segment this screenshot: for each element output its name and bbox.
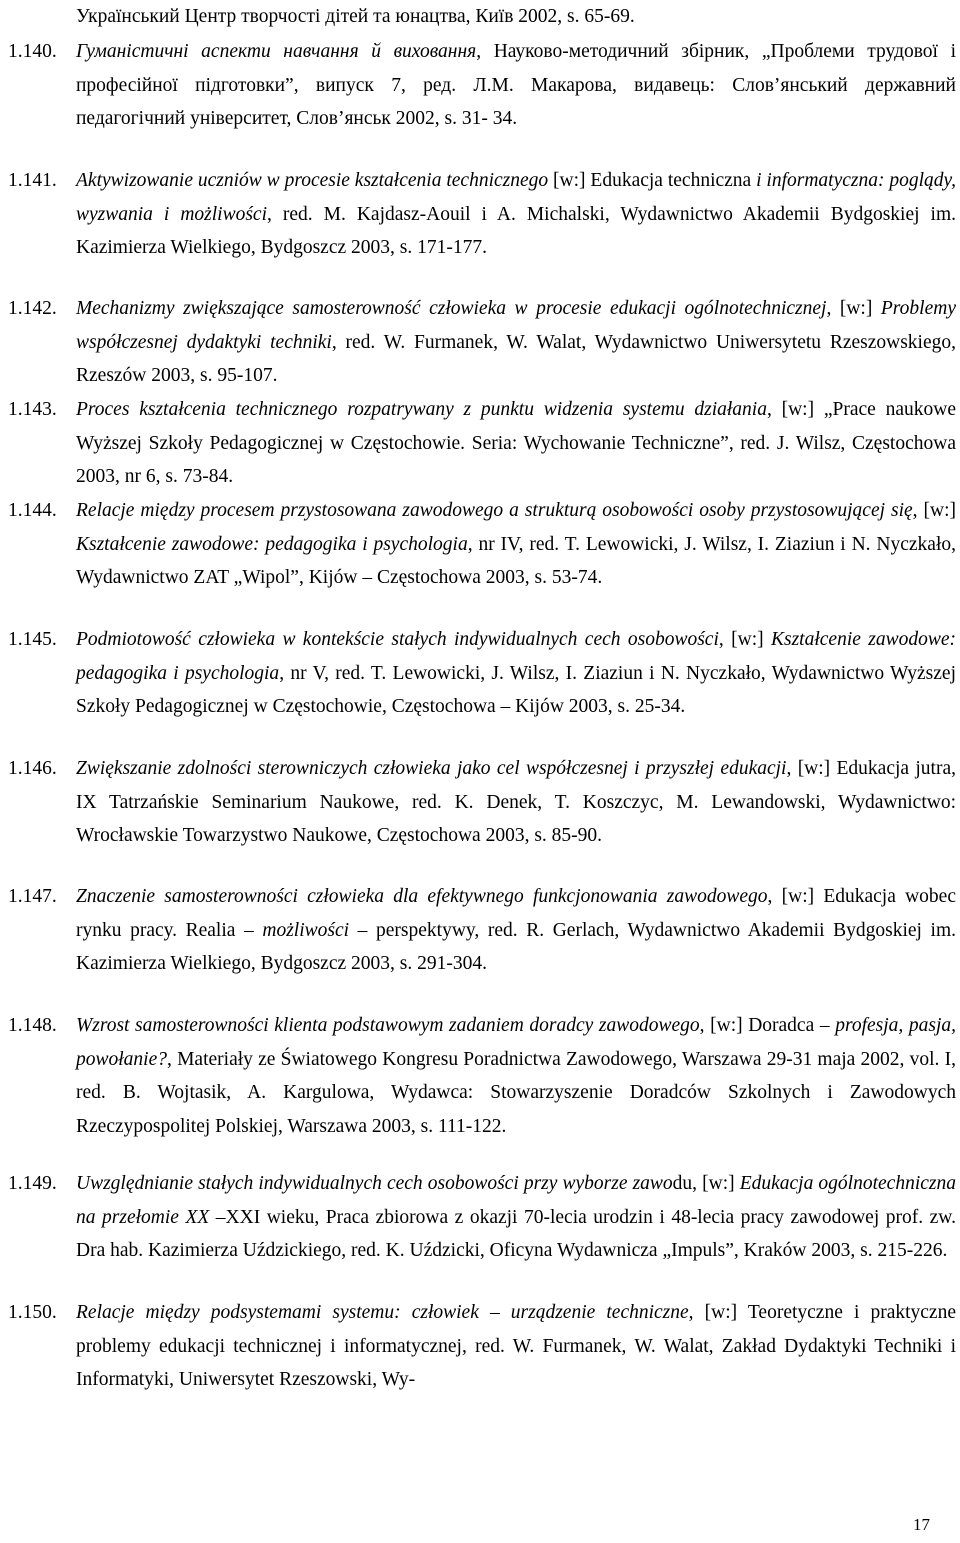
entry-text bbox=[76, 880, 956, 981]
entry-text bbox=[76, 1296, 956, 1397]
entry-title: Proces kształcenia technicznego rozpatrywany z punktu widzenia systemu działania bbox=[76, 399, 767, 420]
entry-details: [w:] Edukacja techniczna bbox=[548, 170, 757, 191]
entry-text bbox=[76, 752, 956, 853]
entry-number: 1.144. bbox=[8, 500, 57, 521]
entry-details: du, [w:] bbox=[672, 1173, 740, 1194]
entry-text bbox=[76, 1167, 956, 1268]
bibliography-entry bbox=[0, 623, 956, 724]
entry-source-title: Kształcenie zawodowe: pedagogika i psychologia bbox=[76, 533, 468, 555]
entry-details: , [w:] „Prace naukowe Wyższej Szkoły Pedagogicznej w Częstochowie. Seria: Wychowanie Techniczne”, red. J. Wilsz, Częstochowa 2003, nr 6, s. 73-84. bbox=[76, 399, 957, 488]
bibliography-entry bbox=[0, 880, 956, 981]
entry-title: Relacje między procesem przystosowana zawodowego a strukturą osobowości osoby przystosowującej się bbox=[76, 500, 913, 521]
entry-details: , [w:] Edukacja wobec rynku pracy. Realia – bbox=[76, 886, 956, 941]
entry-details: , Materiały ze Światowego Kongresu Poradnictwa Zawodowego, Warszawa 29-31 maja 2002, vol. I, red. B. Wojtasik, A. Kargulowa, Wydawca: Stowarzyszenie Doradców Szkolnych i Zawodowych Rzeczypospolitej Polskiej, Warszawa 2003, s. 111-122. bbox=[76, 1048, 956, 1137]
entry-number: 1.140. bbox=[8, 41, 57, 62]
bibliography-entry bbox=[0, 35, 956, 136]
entry-details: , nr IV, red. T. Lewowicki, J. Wilsz, I. Ziaziun i N. Nyczkało, Wydawnictwo ZAT „Wipol”, Kijów – Częstochowa 2003, s. 53-74. bbox=[76, 533, 956, 589]
entry-source-title: i informatyczna: poglądy, wyzwania i możliwości bbox=[76, 170, 956, 225]
bibliography-entry bbox=[0, 752, 956, 853]
entry-title: Uwzględnianie stałych indywidualnych cech osobowości przy wyborze zawo bbox=[76, 1173, 673, 1194]
entry-source-title: Kształcenie zawodowe: pedagogika i psychologia bbox=[76, 629, 956, 684]
entry-source-title: Edukacja ogólnotechniczna na przełomie XX – bbox=[76, 1173, 956, 1228]
entry-details: , red. W. Furmanek, W. Walat, Wydawnictwo Uniwersytetu Rzeszowskiego, Rzeszów 2003, s. 95-107. bbox=[76, 331, 957, 387]
entry-details: , nr V, red. T. Lewowicki, J. Wilsz, I. Ziaziun i N. Nyczkało, Wydawnictwo Wyższej Szkoły Pedagogicznej w Częstochowie, Częstochowa – Kijów 2003, s. 25-34. bbox=[76, 662, 956, 718]
entry-details: , Науково-методичний збірник, „Проблеми трудової і професійної підготовки”, випуск 7, ред. Л.М. Макарова, видавець: Слов’янський державний педагогічний університет, Слов’янськ 2002, s. 31- 34. bbox=[76, 41, 956, 130]
entry-title: Relacje między podsystemami systemu: człowiek – urządzenie techniczne bbox=[76, 1302, 689, 1323]
entry-number: 1.148. bbox=[8, 1015, 57, 1036]
entry-details: , [w:] bbox=[718, 629, 771, 650]
bibliography-entry bbox=[0, 494, 956, 595]
entry-details: , [w:] Teoretyczne i praktyczne problemy edukacji technicznej i informatycznej, red. W. Furmanek, W. Walat, Zakład Dydaktyki Techniki i Informatyki, Uniwersytet Rzeszowski, Wy- bbox=[76, 1302, 956, 1391]
entry-details: , [w:] bbox=[826, 298, 881, 319]
entry-text bbox=[76, 393, 956, 494]
entry-title: Wzrost samosterowności klienta podstawowym zadaniem doradcy zawodowego bbox=[76, 1015, 700, 1036]
entry-number: 1.143. bbox=[8, 399, 57, 420]
entry-details: , red. M. Kajdasz-Aouil i A. Michalski, Wydawnictwo Akademii Bydgoskiej im. Kazimierza Wielkiego, Bydgoszcz 2003, s. 171-177. bbox=[76, 203, 956, 259]
entry-text bbox=[76, 35, 956, 136]
entry-number: 1.145. bbox=[8, 629, 57, 650]
entry-title: Podmiotowość człowieka w kontekście stałych indywidualnych cech osobowości bbox=[76, 629, 719, 650]
entry-title: Znaczenie samosterowności człowieka dla efektywnego funkcjonowania zawodowego bbox=[76, 886, 768, 907]
entry-number: 1.149. bbox=[8, 1173, 57, 1194]
bibliography-entry bbox=[0, 1167, 956, 1268]
entry-text bbox=[76, 494, 956, 595]
bibliography-entry bbox=[0, 1009, 956, 1143]
bibliography-entry bbox=[0, 393, 956, 494]
entry-text bbox=[76, 164, 956, 265]
bibliography-entry bbox=[0, 1296, 956, 1397]
entry-title: Aktywizowanie uczniów w procesie kształcenia technicznego bbox=[76, 170, 549, 191]
entry-source-title: profesja, pasja, powołanie? bbox=[76, 1015, 957, 1070]
entry-title: Mechanizmy zwiększające samosterowność człowieka w procesie edukacji ogólnotechnicznej bbox=[76, 298, 827, 319]
entry-text bbox=[76, 292, 956, 393]
entry-number: 1.142. bbox=[8, 298, 57, 319]
page-number: 17 bbox=[913, 1515, 930, 1534]
entry-source-title: Problemy współczesnej dydaktyki techniki bbox=[76, 298, 956, 353]
bibliography-entry bbox=[0, 164, 956, 265]
entry-details: XXI wieku, Praca zbiorowa z okazji 70-lecia urodzin i 48-lecia pracy zawodowej prof. zw. Dra hab. Kazimierza Uździckiego, red. K. Uździcki, Oficyna Wydawnicza „Impuls”, Kraków 2003, s. 215-226. bbox=[76, 1206, 956, 1262]
entry-details: , [w:] Doradca – bbox=[699, 1015, 836, 1036]
entry-details: – perspektywy, red. R. Gerlach, Wydawnictwo Akademii Bydgoskiej im. Kazimierza Wielkiego, Bydgoszcz 2003, s. 291-304. bbox=[76, 919, 957, 975]
entry-details: , [w:] Edukacja jutra, IX Tatrzańskie Seminarium Naukowe, red. K. Denek, T. Koszczyc, M. Lewandowski, Wydawnictwo: Wrocławskie Towarzystwo Naukowe, Częstochowa 2003, s. 85-90. bbox=[76, 758, 956, 847]
entry-text bbox=[76, 1009, 956, 1143]
entry-italic-word: możliwości bbox=[262, 919, 350, 941]
entry-number: 1.150. bbox=[8, 1302, 57, 1323]
entry-number: 1.147. bbox=[8, 886, 57, 907]
bibliography-entry bbox=[0, 292, 956, 393]
entry-number: 1.146. bbox=[8, 758, 57, 779]
entry-title: Zwiększanie zdolności sterowniczych człowieka jako cel współczesnej i przyszłej edukacji bbox=[76, 758, 787, 779]
entry-details: , [w:] bbox=[912, 500, 956, 521]
entry-text bbox=[76, 623, 956, 724]
entry-title: Гуманістичні аспекти навчання й виховання bbox=[76, 41, 477, 62]
entry-number: 1.141. bbox=[8, 170, 57, 191]
continuation-line: Український Центр творчості дітей та юнацтва, Київ 2002, s. 65-69. bbox=[76, 6, 635, 27]
